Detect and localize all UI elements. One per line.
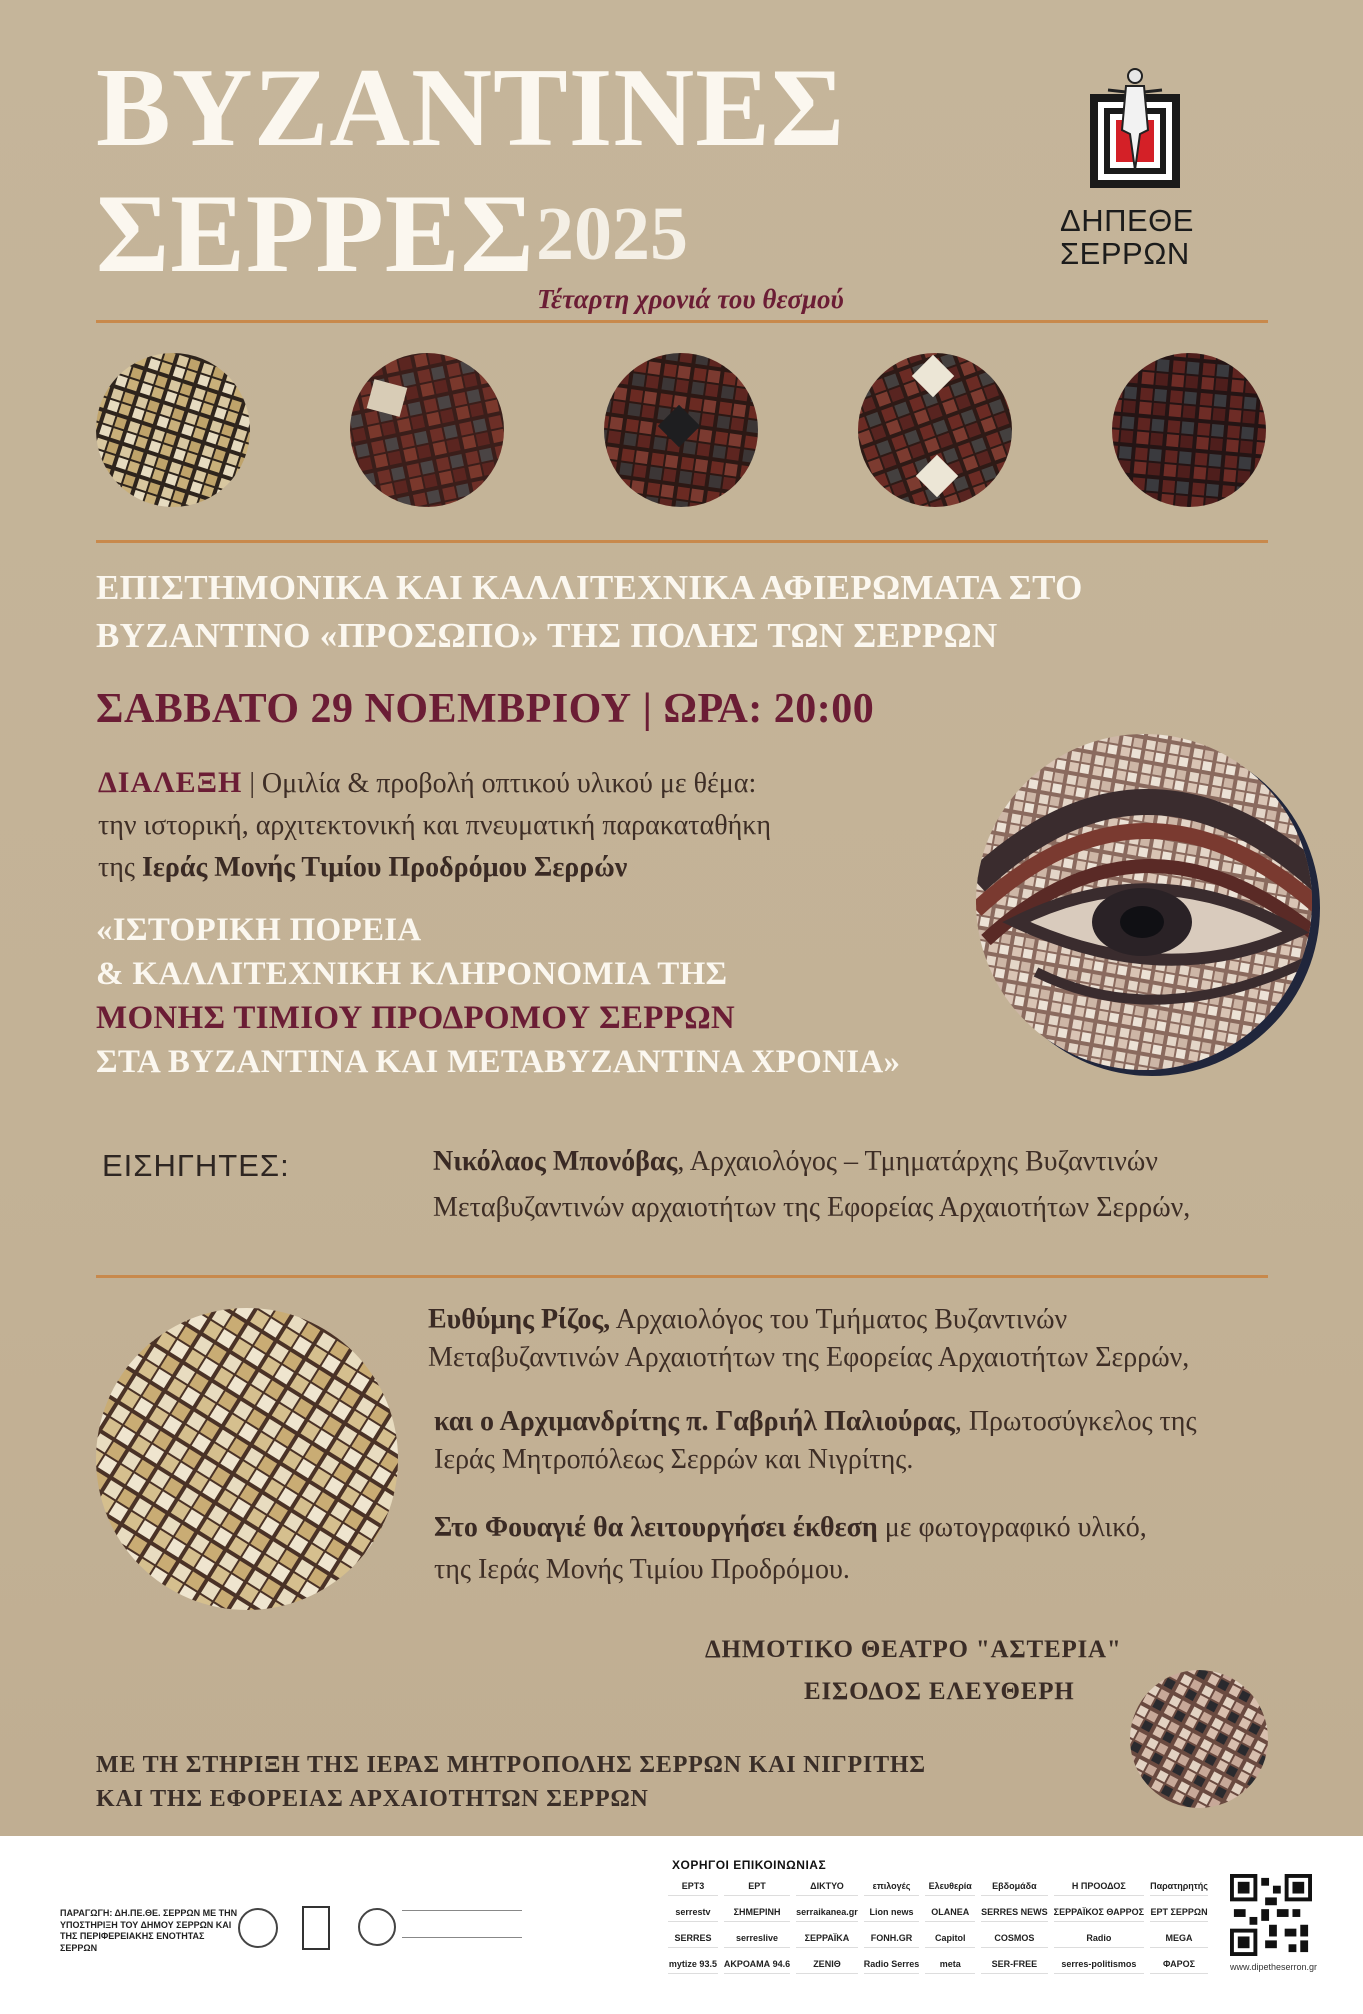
sponsors-title: ΧΟΡΗΓΟΙ ΕΠΙΚΟΙΝΩΝΙΑΣ <box>672 1858 827 1872</box>
qr-code-icon[interactable] <box>1230 1874 1312 1956</box>
logo-line-1: ΔΗΠΕΘΕ <box>1060 203 1194 238</box>
speaker-2-line-1 <box>428 1304 1067 1336</box>
speaker-1-name: Νικόλαος Μπονόβας <box>433 1146 678 1177</box>
title-year: 2025 <box>536 192 688 276</box>
media-logo: Radio Serres <box>864 1954 920 1974</box>
media-logo: serrestv <box>668 1902 718 1922</box>
exhibit-bold: Στο Φουαγιέ θα λειτουργήσει έκθεση <box>434 1512 878 1543</box>
talk-title-line-2: & ΚΑΛΛΙΤΕΧΝΙΚΗ ΚΛΗΡΟΝΟΜΙΑ ΤΗΣ <box>96 956 728 992</box>
media-logo: ΣΕΡΡΑΪΚΟΣ ΘΑΡΡΟΣ <box>1054 1902 1144 1922</box>
region-seal-icon <box>358 1908 396 1946</box>
media-logo: ΕΡΤ <box>724 1876 790 1896</box>
speaker-1-role-1: , Αρχαιολόγος – Τμηματάρχης Βυζαντινών <box>677 1146 1158 1177</box>
exhibit-line-2: της Ιεράς Μονής Τιμίου Προδρόμου. <box>434 1554 850 1585</box>
media-logo: serraikanea.gr <box>796 1902 858 1922</box>
lecture-desc-1: | Ομιλία & προβολή οπτικού υλικού με θέμα: <box>242 768 757 799</box>
monastery-logo-icon <box>302 1906 330 1950</box>
media-logo: SER-FREE <box>981 1954 1048 1974</box>
speaker-3-line-2: Ιεράς Μητροπόλεως Σερρών και Νιγρίτης. <box>434 1444 914 1475</box>
event-datetime: ΣΑΒΒΑΤΟ 29 ΝΟΕΜΒΡΙΟΥ | ΩΡΑ: 20:00 <box>96 686 875 732</box>
media-logo: Παρατηρητής <box>1150 1876 1208 1896</box>
lecture-desc-line-3 <box>98 852 627 884</box>
media-logo: ΕΡΤ ΣΕΡΡΩΝ <box>1150 1902 1208 1922</box>
media-logo: ΑΚΡΟΑΜΑ 94.6 <box>724 1954 790 1974</box>
mosaic-circle-large <box>96 1308 398 1610</box>
speaker-2-role-1: Αρχαιολόγος του Τμήματος Βυζαντινών <box>610 1304 1068 1335</box>
media-logo: COSMOS <box>981 1928 1048 1948</box>
media-logo: ΦΑΡΟΣ <box>1150 1954 1208 1974</box>
media-logo: ΣΕΡΡΑΪΚΑ <box>796 1928 858 1948</box>
speaker-1-line-1 <box>433 1146 1158 1178</box>
venue-name: ΔΗΜΟΤΙΚΟ ΘΕΑΤΡΟ "ΑΣΤΕΡΙΑ" <box>705 1636 1122 1663</box>
media-logo: Radio <box>1054 1928 1144 1948</box>
lecture-desc-line-1 <box>98 766 756 800</box>
support-line-2: ΚΑΙ ΤΗΣ ΕΦΟΡΕΙΑΣ ΑΡΧΑΙΟΤΗΤΩΝ ΣΕΡΡΩΝ <box>96 1786 649 1812</box>
subtitle: Τέταρτη χρονιά του θεσμού <box>537 284 844 314</box>
media-logo: ΔΙΚΤΥΟ <box>796 1876 858 1896</box>
eye-mosaic-image <box>976 732 1322 1078</box>
media-logo: FONH.GR <box>864 1928 920 1948</box>
mosaic-circle-1 <box>96 353 250 507</box>
exhibit-line-1 <box>434 1512 1147 1544</box>
media-logo: Εβδομάδα <box>981 1876 1048 1896</box>
title-line-2: ΣΕΡΡΕΣ <box>96 172 535 296</box>
support-line-1: ΜΕ ΤΗ ΣΤΗΡΙΞΗ ΤΗΣ ΙΕΡΑΣ ΜΗΤΡΟΠΟΛΗΣ ΣΕΡΡΩΝ ΚΑΙ ΝΙΓΡΙΤΗΣ <box>96 1752 926 1778</box>
logo-line-2: ΣΕΡΡΩΝ <box>1060 235 1190 271</box>
footer <box>0 1836 1363 2014</box>
speaker-3-name: και ο Αρχιμανδρίτης π. Γαβριήλ Παλιούρας <box>434 1406 955 1437</box>
media-logo: MEGA <box>1150 1928 1208 1948</box>
media-logo: ZENIΘ <box>796 1954 858 1974</box>
speakers-label: ΕΙΣΗΓΗΤΕΣ: <box>102 1148 290 1183</box>
lecture-desc-3-pre: της <box>98 852 142 883</box>
mosaic-circle-small <box>1130 1670 1268 1808</box>
media-logo: SERRES <box>668 1928 718 1948</box>
talk-title-line-3: ΜΟΝΗΣ ΤΙΜΙΟΥ ΠΡΟΔΡΟΜΟΥ ΣΕΡΡΩΝ <box>96 1000 736 1036</box>
lecture-desc-line-2: την ιστορική, αρχιτεκτονική και πνευματική παρακαταθήκη <box>98 810 772 841</box>
speaker-3-role-1: , Πρωτοσύγκελος της <box>954 1406 1197 1437</box>
media-logo: meta <box>925 1954 975 1974</box>
mosaic-circle-3 <box>604 353 758 507</box>
media-logo: Lion news <box>864 1902 920 1922</box>
media-logo: Ελευθερία <box>925 1876 975 1896</box>
speaker-3-line-1 <box>434 1406 1197 1438</box>
speaker-1-line-2: Μεταβυζαντινών αρχαιοτήτων της Εφορείας Αρχαιοτήτων Σερρών, <box>433 1192 1191 1223</box>
media-logo: Η ΠΡΟΟΔΟΣ <box>1054 1876 1144 1896</box>
venue-entry: ΕΙΣΟΔΟΣ ΕΛΕΥΘΕΡΗ <box>804 1678 1075 1705</box>
website-url[interactable]: www.dipetheserron.gr <box>1230 1962 1318 1972</box>
media-sponsors-grid <box>668 1876 1208 1974</box>
title-line-1: ΒΥΖΑΝΤΙΝΕΣ <box>96 46 846 170</box>
mosaic-circle-4 <box>858 353 1012 507</box>
media-logo: Capitol <box>925 1928 975 1948</box>
media-logo: ΣΗΜΕΡΙΝΗ <box>724 1902 790 1922</box>
media-logo: SERRES NEWS <box>981 1902 1048 1922</box>
lecture-label: ΔΙΑΛΕΞΗ <box>98 766 243 799</box>
monastery-name: Ιεράς Μονής Τιμίου Προδρόμου Σερρών <box>141 852 628 883</box>
exhibit-text-1: με φωτογραφικό υλικό, <box>877 1512 1147 1543</box>
talk-title-line-1: «ΙΣΤΟΡΙΚΗ ΠΟΡΕΙΑ <box>96 912 422 948</box>
media-logo: ΕΡΤ3 <box>668 1876 718 1896</box>
media-logo: serres-politismos <box>1054 1954 1144 1974</box>
divider-top <box>96 320 1268 323</box>
mosaic-circle-5 <box>1112 353 1266 507</box>
speaker-2-line-2: Μεταβυζαντινών Αρχαιοτήτων της Εφορείας Αρχαιοτήτων Σερρών, <box>428 1342 1190 1373</box>
dimos-serron-seal-icon <box>238 1908 278 1948</box>
media-logo: mytize 93.5 <box>668 1954 718 1974</box>
media-logo: OLANEA <box>925 1902 975 1922</box>
intro-line-2: ΒΥΖΑΝΤΙΝΟ «ΠΡΟΣΩΠΟ» ΤΗΣ ΠΟΛΗΣ ΤΩΝ ΣΕΡΡΩΝ <box>96 616 998 655</box>
media-logo: επιλογές <box>864 1876 920 1896</box>
talk-title-line-4: ΣΤΑ ΒΥΖΑΝΤΙΝΑ ΚΑΙ ΜΕΤΑΒΥΖΑΝΤΙΝΑ ΧΡΟΝΙΑ» <box>96 1044 901 1080</box>
production-credit: ΠΑΡΑΓΩΓΗ: ΔΗ.ΠΕ.ΘΕ. ΣΕΡΡΩΝ ΜΕ ΤΗΝ ΥΠΟΣΤΗΡΙΞΗ ΤΟΥ ΔΗΜΟΥ ΣΕΡΡΩΝ ΚΑΙ ΤΗΣ ΠΕΡΙΦΕΡΕΙΑΚΗΣ ΕΝΟΤΗΤΑΣ ΣΕΡΡΩΝ <box>60 1908 238 1954</box>
mosaic-circle-2 <box>350 353 504 507</box>
divider-speakers <box>96 1275 1268 1278</box>
dipethe-logo-text <box>1060 205 1194 270</box>
media-logo: serreslive <box>724 1928 790 1948</box>
divider-mosaics <box>96 540 1268 543</box>
region-logo-text <box>402 1910 522 1938</box>
speaker-2-name: Ευθύμης Ρίζος, <box>428 1304 611 1335</box>
intro-line-1: ΕΠΙΣΤΗΜΟΝΙΚΑ ΚΑΙ ΚΑΛΛΙΤΕΧΝΙΚΑ ΑΦΙΕΡΩΜΑΤΑ ΣΤΟ <box>96 568 1083 607</box>
dipethe-logo-icon <box>1088 60 1182 190</box>
